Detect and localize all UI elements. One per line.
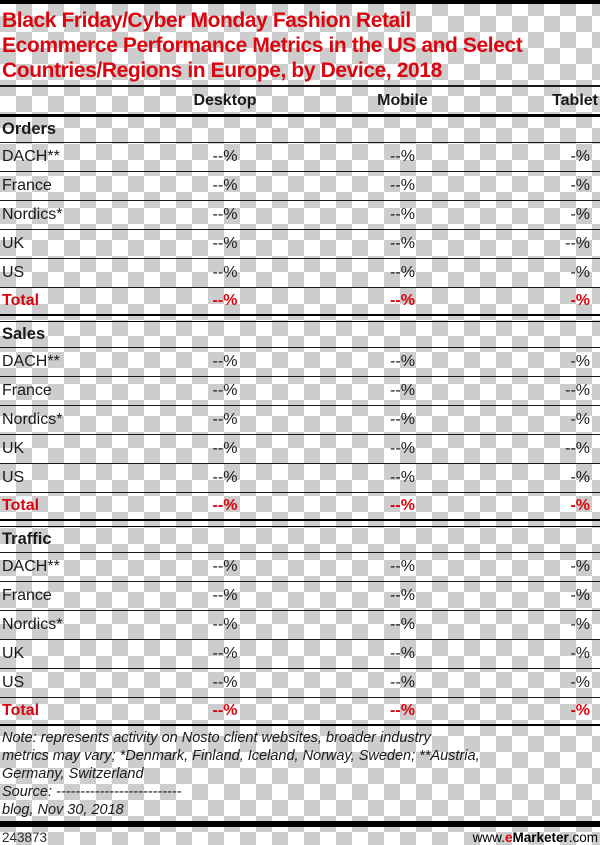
cell-tablet: -% (570, 353, 590, 370)
cell-desktop: --% (212, 206, 238, 223)
row-label: France (2, 587, 52, 604)
row-label: UK (2, 440, 25, 457)
table-row (0, 230, 600, 259)
column-header-desktop: Desktop (193, 91, 257, 109)
cell-tablet: -% (570, 148, 590, 165)
row-label: DACH** (2, 558, 60, 575)
cell-mobile: --% (390, 235, 415, 252)
cell-desktop: --% (212, 440, 238, 457)
chart-title (0, 4, 600, 85)
cell-desktop: --% (212, 177, 238, 194)
cell-mobile: --% (390, 292, 415, 309)
cell-desktop: --% (212, 558, 238, 575)
table-row (0, 464, 600, 493)
brand-e: e (504, 830, 513, 845)
note-line-2: metrics may vary; *Denmark, Finland, Iceland, Norway, Sweden; **Austria, (2, 748, 480, 764)
row-label: France (2, 177, 52, 194)
emarketer-url (473, 830, 598, 845)
section-divider (0, 314, 600, 322)
url-suffix: .com (568, 830, 598, 845)
chart-title-line-3: Countries/Regions in Europe, by Device, 2018 (2, 59, 442, 82)
column-header-mobile: Mobile (377, 91, 428, 109)
table-row (0, 553, 600, 582)
chart-title-line-2: Ecommerce Performance Metrics in the US and Select (2, 34, 523, 57)
cell-desktop: --% (212, 235, 238, 252)
section-header-label: Orders (2, 120, 57, 138)
cell-mobile: --% (390, 206, 415, 223)
row-label: Total (2, 292, 40, 309)
section-header-traffic (0, 527, 600, 553)
column-header-row (0, 87, 600, 114)
table-body (0, 117, 600, 726)
row-label: Total (2, 497, 40, 514)
cell-mobile: --% (390, 587, 415, 604)
cell-tablet: -% (570, 645, 590, 662)
note-block (0, 726, 600, 819)
cell-tablet: --% (565, 235, 590, 252)
footer (0, 827, 600, 845)
table-row (0, 669, 600, 698)
cell-desktop: --% (212, 497, 238, 514)
cell-mobile: --% (390, 702, 415, 719)
cell-mobile: --% (390, 264, 415, 281)
row-label: Nordics* (2, 616, 63, 633)
row-label: US (2, 264, 25, 281)
row-label: Total (2, 702, 40, 719)
cell-tablet: -% (570, 558, 590, 575)
cell-desktop: --% (212, 148, 238, 165)
cell-tablet: -% (570, 674, 590, 691)
cell-desktop: --% (212, 411, 238, 428)
cell-tablet: -% (570, 469, 590, 486)
column-header-tablet: Tablet (552, 91, 598, 109)
table-row (0, 201, 600, 230)
row-label: UK (2, 645, 25, 662)
section-header-label: Sales (2, 325, 46, 343)
cell-mobile: --% (390, 411, 415, 428)
cell-desktop: --% (212, 616, 238, 633)
url-prefix: www. (472, 830, 505, 845)
cell-tablet: -% (570, 264, 590, 281)
cell-tablet: -% (570, 587, 590, 604)
cell-mobile: --% (390, 645, 415, 662)
table-row (0, 406, 600, 435)
cell-desktop: --% (212, 702, 238, 719)
row-label: Nordics* (2, 206, 63, 223)
table-row (0, 143, 600, 172)
cell-tablet: -% (570, 497, 590, 514)
table-row (0, 348, 600, 377)
total-row (0, 493, 600, 519)
brand-rest: Marketer (512, 830, 569, 845)
cell-mobile: --% (390, 558, 415, 575)
cell-tablet: -% (570, 206, 590, 223)
cell-desktop: --% (212, 674, 238, 691)
note-line-3: Germany, Switzerland (2, 766, 144, 782)
cell-mobile: --% (390, 382, 415, 399)
cell-mobile: --% (390, 177, 415, 194)
chart-title-line-1: Black Friday/Cyber Monday Fashion Retail (2, 9, 411, 32)
section-header-sales (0, 322, 600, 348)
source-line: Source: -------------------------- (2, 784, 182, 800)
cell-tablet: --% (565, 440, 590, 457)
note-line-1: Note: represents activity on Nosto client websites, broader industry (2, 730, 431, 746)
date-line: blog, Nov 30, 2018 (2, 802, 124, 818)
total-row (0, 288, 600, 314)
table-row (0, 611, 600, 640)
cell-mobile: --% (390, 616, 415, 633)
row-label: DACH** (2, 353, 60, 370)
cell-desktop: --% (212, 292, 238, 309)
table-row (0, 582, 600, 611)
section-header-label: Traffic (2, 530, 52, 548)
cell-desktop: --% (212, 353, 238, 370)
table-row (0, 640, 600, 669)
row-label: DACH** (2, 148, 60, 165)
section-header-orders (0, 117, 600, 143)
cell-tablet: --% (565, 382, 590, 399)
chart-id: 243873 (2, 830, 48, 845)
cell-mobile: --% (390, 469, 415, 486)
table-row (0, 172, 600, 201)
cell-tablet: -% (570, 411, 590, 428)
table-row (0, 435, 600, 464)
cell-tablet: -% (570, 177, 590, 194)
row-label: Nordics* (2, 411, 63, 428)
cell-tablet: -% (570, 292, 590, 309)
table-row (0, 259, 600, 288)
cell-desktop: --% (212, 264, 238, 281)
row-label: US (2, 674, 25, 691)
cell-mobile: --% (390, 440, 415, 457)
cell-mobile: --% (390, 148, 415, 165)
row-label: France (2, 382, 52, 399)
total-row (0, 698, 600, 724)
cell-tablet: -% (570, 702, 590, 719)
row-label: US (2, 469, 25, 486)
cell-desktop: --% (212, 587, 238, 604)
cell-desktop: --% (212, 469, 238, 486)
cell-desktop: --% (212, 645, 238, 662)
cell-mobile: --% (390, 353, 415, 370)
cell-mobile: --% (390, 497, 415, 514)
table-row (0, 377, 600, 406)
cell-mobile: --% (390, 674, 415, 691)
row-label: UK (2, 235, 25, 252)
section-divider (0, 519, 600, 527)
cell-tablet: -% (570, 616, 590, 633)
cell-desktop: --% (212, 382, 238, 399)
